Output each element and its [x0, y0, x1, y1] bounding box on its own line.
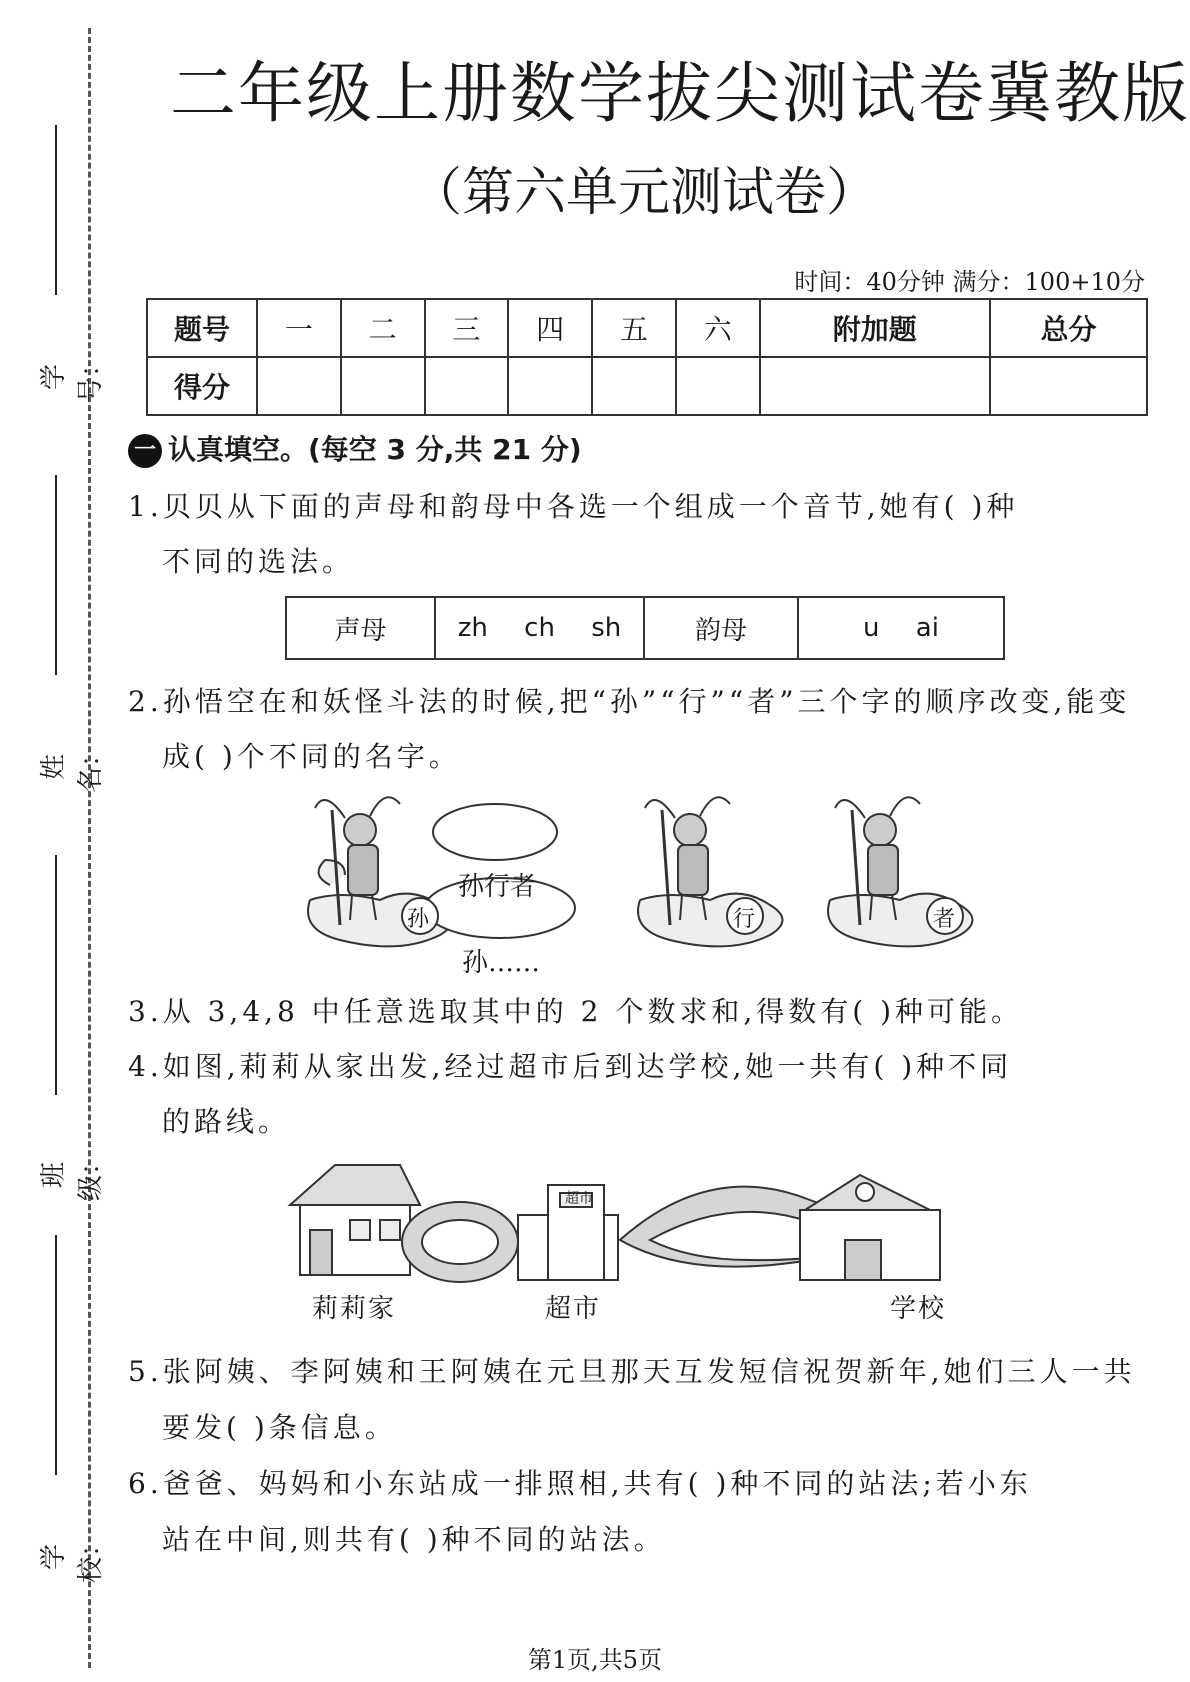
question-4-line-2: 的路线。 [162, 1105, 291, 1138]
score-cell[interactable] [508, 357, 592, 415]
score-table-score-row [147, 357, 1147, 415]
student-id-line [55, 125, 57, 295]
bubble-text-2: 孙…… [462, 948, 541, 978]
name-line [55, 475, 57, 675]
initials-values: zh ch sh [435, 597, 644, 659]
score-cell[interactable] [592, 357, 676, 415]
score-cell[interactable] [341, 357, 425, 415]
score-header-cell: 附加题 [760, 299, 990, 357]
question-3: 3.从 3,4,8 中任意选取其中的 2 个数求和,得数有( )种可能。 [128, 995, 1024, 1028]
score-header-cell: 二 [341, 299, 425, 357]
score-header-cell: 一 [257, 299, 341, 357]
question-5-line-2: 要发( )条信息。 [162, 1411, 397, 1444]
question-6-line-2: 站在中间,则共有( )种不同的站法。 [162, 1523, 666, 1556]
class-label: 班级： [39, 1149, 106, 1202]
pinyin-table [285, 596, 1005, 660]
monkey-king-illustration [300, 790, 1000, 960]
score-header-cell: 题号 [147, 299, 257, 357]
score-header-cell: 四 [508, 299, 592, 357]
section-heading [128, 428, 582, 468]
question-1-line-1: 1.贝贝从下面的声母和韵母中各选一个组成一个音节,她有( )种 [128, 490, 1019, 523]
page-subtitle: （第六单元测试卷） [410, 163, 879, 223]
score-cell[interactable] [425, 357, 509, 415]
speech-bubble-1 [433, 804, 557, 860]
school-label: 学校： [39, 1531, 106, 1584]
finals-values: u ai [798, 597, 1004, 659]
home-label: 莉莉家 [312, 1294, 397, 1324]
supermarket-sign: 超市 [565, 1191, 593, 1207]
question-4-line-1: 4.如图,莉莉从家出发,经过超市后到达学校,她一共有( )种不同 [128, 1050, 1013, 1083]
circle-char-2: 行 [733, 907, 756, 932]
school-label: 学校 [890, 1294, 947, 1324]
binding-dashed-line [88, 28, 91, 1668]
route-map-illustration [280, 1160, 1020, 1290]
finals-label: 韵母 [644, 597, 798, 659]
score-cell[interactable] [760, 357, 990, 415]
question-6-line-1: 6.爸爸、妈妈和小东站成一排照相,共有( )种不同的站法;若小东 [128, 1467, 1032, 1500]
initials-label: 声母 [286, 597, 435, 659]
question-2-line-2: 成( )个不同的名字。 [162, 740, 461, 773]
school-icon [800, 1175, 940, 1280]
score-row-label: 得分 [147, 357, 257, 415]
page-footer: 第1页,共5页 [527, 1646, 663, 1674]
bubble-text-1: 孙行者 [458, 872, 537, 902]
score-header-cell: 五 [592, 299, 676, 357]
class-line [55, 855, 57, 1095]
circle-char-3: 者 [933, 907, 956, 932]
score-cell[interactable] [676, 357, 760, 415]
section-title: 认真填空。(每空 3 分,共 21 分) [168, 433, 582, 466]
name-label: 姓名： [39, 741, 106, 794]
score-cell[interactable] [257, 357, 341, 415]
supermarket-label: 超市 [545, 1294, 602, 1324]
question-1-line-2: 不同的选法。 [162, 545, 355, 578]
page-title: 二年级上册数学拔尖测试卷冀教版 [170, 55, 1190, 132]
score-header-cell: 六 [676, 299, 760, 357]
score-header-cell: 三 [425, 299, 509, 357]
section-number-badge: 一 [128, 434, 162, 468]
school-line [55, 1235, 57, 1475]
score-table-header-row [147, 299, 1147, 357]
exam-meta: 时间：40分钟 满分：100+10分 [794, 268, 1145, 296]
house-icon [290, 1165, 420, 1275]
score-table [146, 298, 1148, 416]
student-id-label: 学号： [39, 351, 106, 404]
score-cell[interactable] [990, 357, 1147, 415]
question-2-line-1: 2.孙悟空在和妖怪斗法的时候,把“孙”“行”“者”三个字的顺序改变,能变 [128, 685, 1131, 718]
circle-char-1: 孙 [407, 907, 430, 932]
question-5-line-1: 5.张阿姨、李阿姨和王阿姨在元旦那天互发短信祝贺新年,她们三人一共 [128, 1355, 1136, 1388]
score-header-cell: 总分 [990, 299, 1147, 357]
